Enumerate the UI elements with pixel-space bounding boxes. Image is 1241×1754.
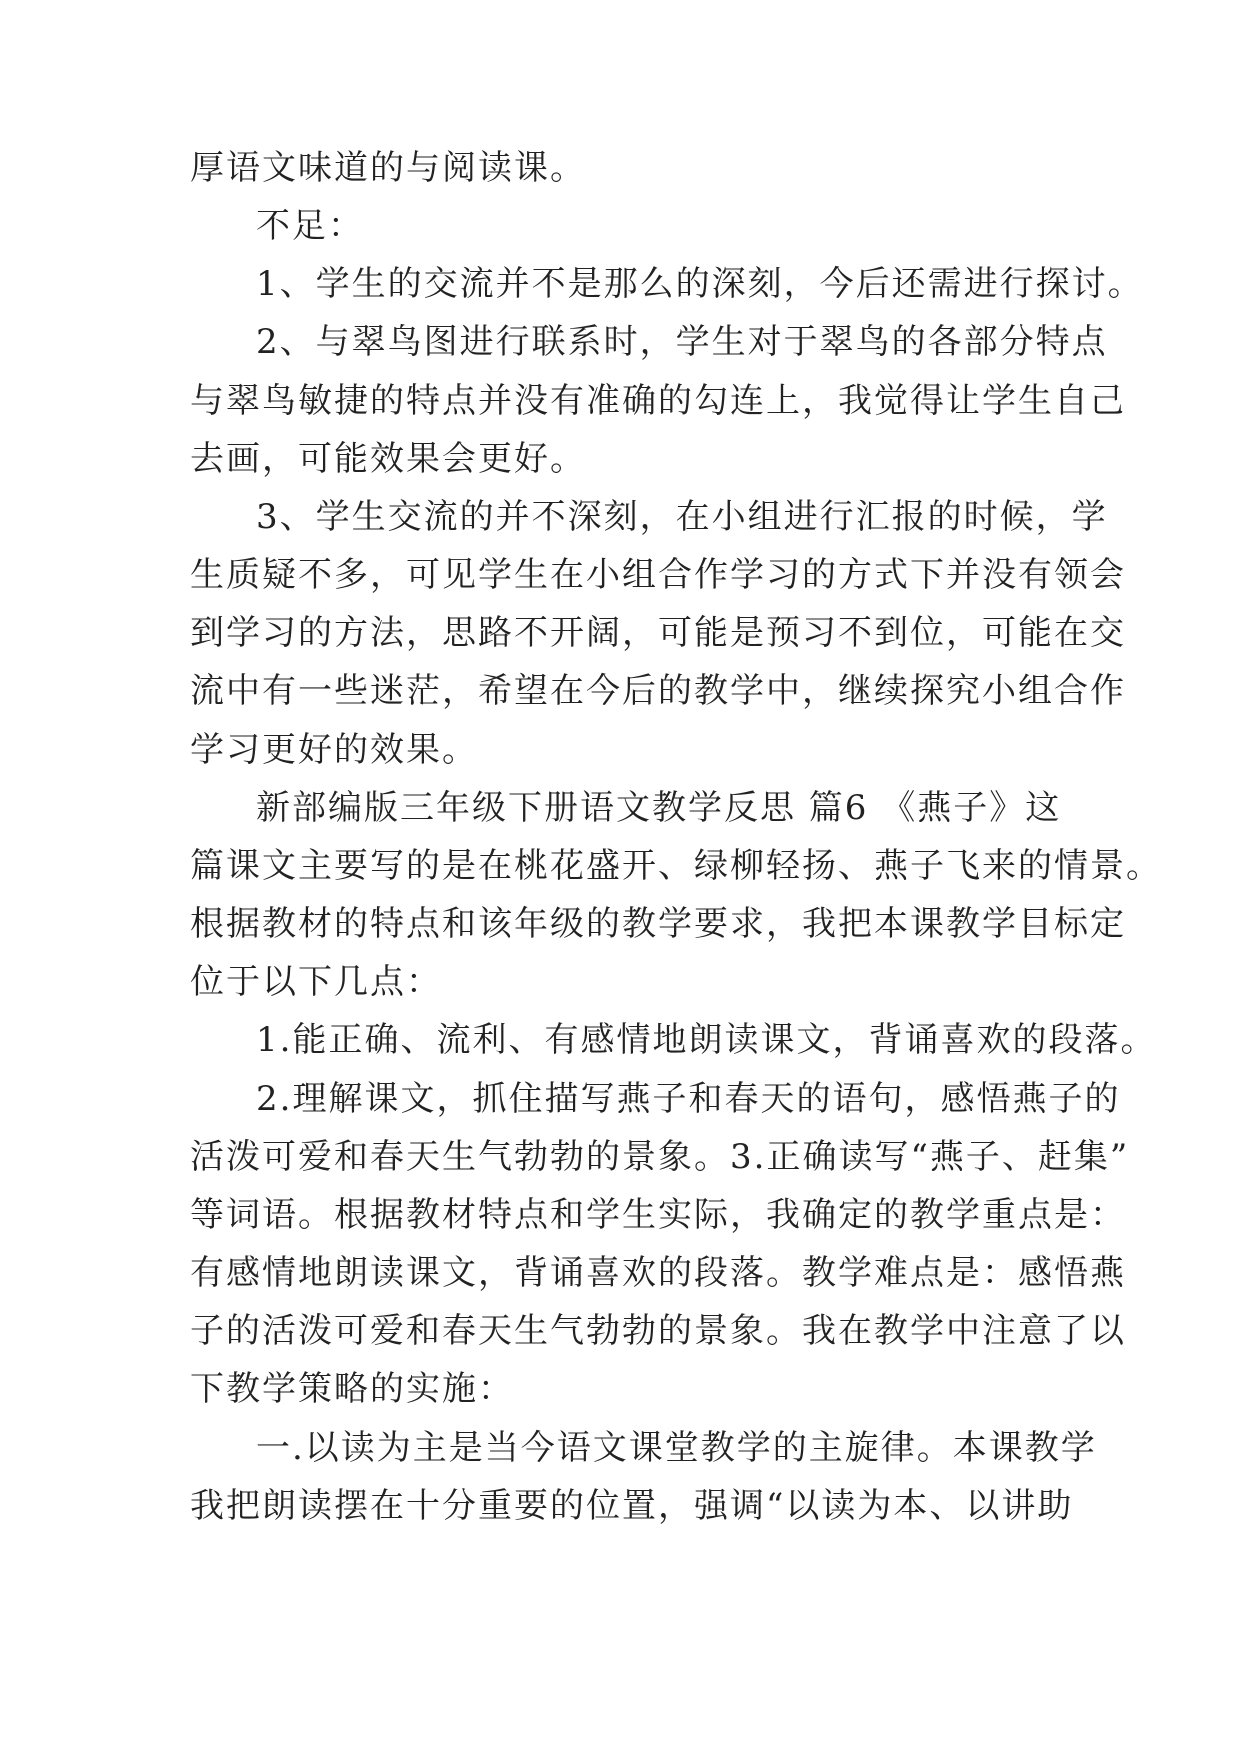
text-line-14: 根据教材的特点和该年级的教学要求，我把本课教学目标定 <box>190 904 1126 944</box>
text-line-23: 一.以读为主是当今语文课堂教学的主旋律。本课教学 <box>256 1428 1097 1468</box>
text-line-12: 新部编版三年级下册语文教学反思 篇6 《燕子》这 <box>256 788 1062 828</box>
text-line-5: 与翠鸟敏捷的特点并没有准确的勾连上，我觉得让学生自己 <box>190 381 1126 421</box>
text-line-8: 生质疑不多，可见学生在小组合作学习的方式下并没有领会 <box>190 555 1126 595</box>
text-line-3: 1、学生的交流并不是那么的深刻，今后还需进行探讨。 <box>256 264 1144 304</box>
text-line-10: 流中有一些迷茫，希望在今后的教学中，继续探究小组合作 <box>190 671 1126 711</box>
text-line-21: 子的活泼可爱和春天生气勃勃的景象。我在教学中注意了以 <box>190 1311 1126 1351</box>
text-line-2: 不足： <box>256 206 364 246</box>
text-line-22: 下教学策略的实施： <box>190 1369 514 1409</box>
text-line-18: 活泼可爱和春天生气勃勃的景象。3.正确读写“燕子、赶集” <box>190 1137 1130 1177</box>
text-line-15: 位于以下几点： <box>190 962 442 1002</box>
text-line-9: 到学习的方法，思路不开阔，可能是预习不到位，可能在交 <box>190 613 1126 653</box>
text-line-1: 厚语文味道的与阅读课。 <box>190 148 586 188</box>
text-line-13: 篇课文主要写的是在桃花盛开、绿柳轻扬、燕子飞来的情景。 <box>190 846 1162 886</box>
text-line-16: 1.能正确、流利、有感情地朗读课文，背诵喜欢的段落。 <box>256 1020 1157 1060</box>
text-line-4: 2、与翠鸟图进行联系时，学生对于翠鸟的各部分特点 <box>256 322 1108 362</box>
text-line-19: 等词语。根据教材特点和学生实际，我确定的教学重点是： <box>190 1195 1126 1235</box>
text-line-17: 2.理解课文，抓住描写燕子和春天的语句，感悟燕子的 <box>256 1079 1121 1119</box>
text-line-7: 3、学生交流的并不深刻，在小组进行汇报的时候，学 <box>256 497 1108 537</box>
text-line-6: 去画，可能效果会更好。 <box>190 439 586 479</box>
text-line-11: 学习更好的效果。 <box>190 730 478 770</box>
text-line-24: 我把朗读摆在十分重要的位置，强调“以读为本、以讲助 <box>190 1486 1074 1526</box>
text-line-20: 有感情地朗读课文，背诵喜欢的段落。教学难点是：感悟燕 <box>190 1253 1126 1293</box>
